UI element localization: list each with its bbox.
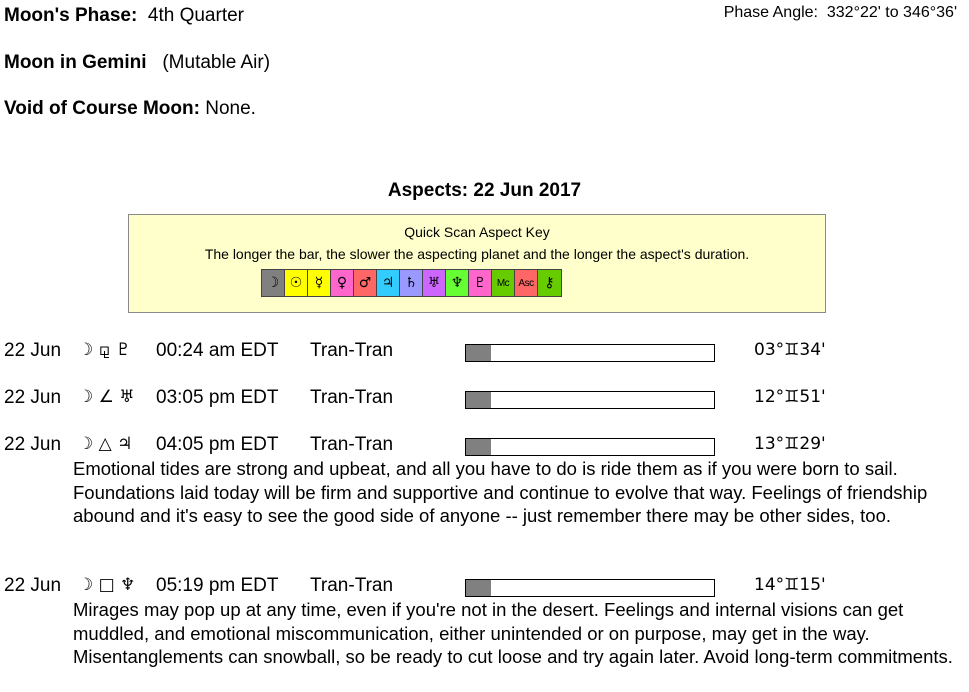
saturn-icon: ♄ — [400, 270, 423, 296]
aspect-position: 14°♊15' — [754, 575, 826, 595]
moon-phase — [4, 5, 244, 27]
void-of-course — [4, 98, 256, 120]
aspect-date: 22 Jun — [4, 434, 62, 455]
aspect-duration-fill — [466, 392, 491, 408]
aspect-time: 04:05 pm EDT — [156, 434, 279, 455]
aspects-title: Aspects: 22 Jun 2017 — [387, 180, 582, 201]
aspect-time: 00:24 am EDT — [156, 340, 279, 361]
aspect-description: Mirages may pop up at any time, even if you're not in the desert. Feelings and internal visions can get muddled, and emotional miscommunication, either unintended or on purpose, may get in the way. Misentanglements can snowball, so be ready to cut loose and try again later. Avoid long-term commitments. — [73, 599, 953, 667]
aspect-duration-fill — [466, 580, 491, 596]
aspect-duration-bar — [465, 391, 715, 409]
aspect-duration-fill — [466, 439, 491, 455]
void-of-course-value: None. — [205, 98, 256, 119]
moon-sign-element: (Mutable Air) — [162, 52, 271, 73]
moon-phase-value: 4th Quarter — [147, 5, 244, 26]
aspect-duration-bar — [465, 438, 715, 456]
planet-glyph-row — [261, 269, 562, 297]
aspect-key-description: The longer the bar, the slower the aspecting planet and the longer the aspect's duration. — [204, 246, 750, 262]
aspect-type: Tran-Tran — [310, 575, 394, 596]
moon-icon: ☽ — [262, 270, 285, 296]
aspect-date: 22 Jun — [4, 340, 62, 361]
aspect-type: Tran-Tran — [310, 340, 394, 361]
aspect-time: 03:05 pm EDT — [156, 387, 279, 408]
moon-sign — [4, 52, 270, 74]
aspect-description: Emotional tides are strong and upbeat, and all you have to do is ride them as if you were born to sail. Foundations laid today will be firm and supportive and continue to evolve that way. Feelings of friendship abound and it's easy to see the good side of anyone -- just remember there may be other sides, too. — [73, 458, 928, 526]
phase-angle-label: Phase Angle: — [723, 4, 818, 21]
pluto-icon: ♇ — [469, 270, 492, 296]
aspect-position: 03°♊34' — [754, 340, 826, 360]
aspect-duration-bar — [465, 344, 715, 362]
aspect-position: 13°♊29' — [754, 434, 826, 454]
aspect-date: 22 Jun — [4, 575, 62, 596]
aspect-type: Tran-Tran — [310, 387, 394, 408]
chiron-icon: ⚷ — [538, 270, 561, 296]
aspect-glyphs: ☽ ∠ ♅ — [78, 387, 135, 407]
moon-phase-label: Moon's Phase: — [4, 5, 138, 26]
phase-angle-value: 332°22' to 346°36' — [826, 4, 957, 21]
aspect-duration-bar — [465, 579, 715, 597]
moon-sign-label: Moon in Gemini — [4, 52, 147, 73]
aspect-type: Tran-Tran — [310, 434, 394, 455]
aspect-glyphs: ☽ □ ♆ — [78, 575, 136, 595]
neptune-icon: ♆ — [446, 270, 469, 296]
midheaven-icon: Mc — [492, 270, 515, 296]
sun-icon: ☉ — [285, 270, 308, 296]
aspect-date: 22 Jun — [4, 387, 62, 408]
jupiter-icon: ♃ — [377, 270, 400, 296]
aspect-key-title: Quick Scan Aspect Key — [404, 224, 550, 240]
aspect-glyphs: ☽ △ ♃ — [78, 434, 133, 454]
aspect-time: 05:19 pm EDT — [156, 575, 279, 596]
mercury-icon: ☿ — [308, 270, 331, 296]
aspect-duration-fill — [466, 345, 491, 361]
aspect-row — [0, 387, 969, 413]
ascendant-icon: Asc — [515, 270, 538, 296]
aspect-glyphs: ☽ ⚼ ♇ — [78, 340, 132, 360]
mars-icon: ♂ — [354, 270, 377, 296]
uranus-icon: ♅ — [423, 270, 446, 296]
phase-angle — [724, 4, 957, 22]
aspect-key-box — [128, 214, 826, 313]
void-of-course-label: Void of Course Moon: — [4, 98, 200, 119]
aspect-position: 12°♊51' — [754, 387, 826, 407]
aspect-row — [0, 340, 969, 366]
venus-icon: ♀ — [331, 270, 354, 296]
